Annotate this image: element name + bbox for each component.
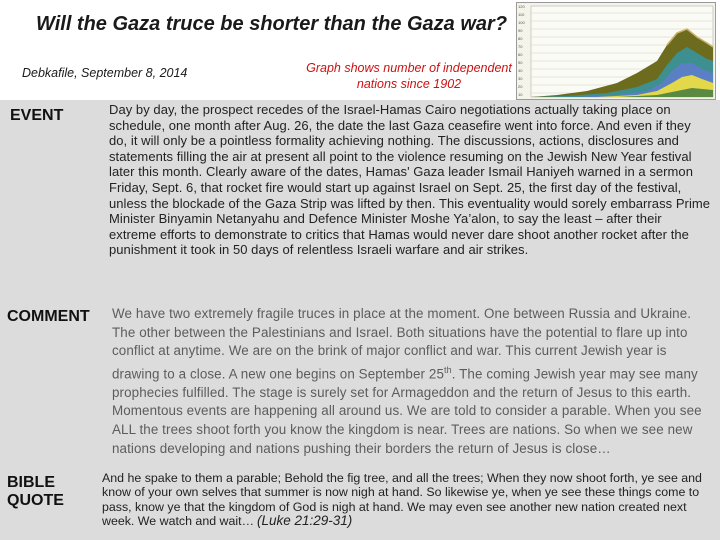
dateline: Debkafile, September 8, 2014	[22, 66, 188, 80]
comment-text-part-2: . The coming Jewish year may see many prophecies fulfilled. The stage is surely set for Armageddon and the return of Jesus to this earth. Momentous events are happening all around us. We are told to consider a parable. When you see ALL the trees shoot forth you know the kingdom is near. Trees are nations. So when we see new nations developing and nations pushing their borders the return of Jesus is close…	[112, 366, 702, 456]
thumbnail-tick-label: 10	[518, 92, 523, 97]
thumbnail-tick-label: 90	[518, 28, 523, 33]
thumbnail-tick-label: 40	[518, 68, 523, 73]
graph-caption: Graph shows number of independent nations since 1902	[306, 61, 512, 91]
thumbnail-tick-label: 60	[518, 52, 523, 57]
thumbnail-tick-label: 110	[518, 12, 525, 17]
comment-text-part-1: We have two extremely fragile truces in place at the moment. One between Russia and Ukraine. The other between the Palestinians and Israel. Both situations have the potential to flare up into conflict at anytime. We are on the brink of major conflict and war. This current Jewish year is drawing to a close. A new one begins on September 25	[112, 306, 692, 382]
bible-quote-text	[102, 471, 714, 529]
thumbnail-tick-label: 100	[518, 20, 525, 25]
thumbnail-tick-label: 120	[518, 4, 525, 9]
thumbnail-tick-label: 30	[518, 76, 523, 81]
comment-superscript: th	[444, 364, 452, 375]
comment-label: COMMENT	[7, 308, 90, 325]
event-label: EVENT	[10, 107, 64, 124]
page-title: Will the Gaza truce be shorter than the Gaza war?	[36, 13, 508, 35]
thumbnail-tick-label: 50	[518, 60, 523, 65]
bible-quote-label: BIBLE QUOTE	[7, 474, 64, 509]
bible-reference: (Luke 21:29-31)	[256, 513, 353, 529]
thumbnail-tick-label: 80	[518, 36, 523, 41]
comment-text	[112, 305, 704, 458]
nations-graph-thumbnail	[516, 2, 716, 100]
nations-graph-icon	[517, 3, 715, 99]
bible-quote-body: And he spake to them a parable; Behold the fig tree, and all the trees; When they now shoot forth, ye see and know of your own selves that summer is now nigh at hand. So likewise ye, when ye see these things come to pass, know ye that the kingdom of God is nigh at hand. We may even see another new nation created next week. We watch and wait…	[102, 471, 702, 529]
thumbnail-tick-label: 20	[518, 84, 523, 89]
thumbnail-tick-label: 70	[518, 44, 523, 49]
event-text: Day by day, the prospect recedes of the Israel-Hamas Cairo negotiations actually taking place on schedule, one month after Aug. 26, the date the last Gaza ceasefire went into force. And even if they do, it will only be a pointless formality achieving nothing. The discussions, actions, disclosures and statements filling the air at present all point to the violence resuming on the Jewish New Year festival later this month. Clearly aware of the dates, Hamas' Gaza leader Ismail Haniyeh warned in a sermon Friday, Sept. 6, that rocket fire would start up against Israel on Sept. 25, the first day of the festival, unless the blockade of the Gaza Strip was lifted by then. This eventuality would sorely embarrass Prime Minister Binyamin Netanyahu and Defence Minister Moshe Ya’alon, to say the least – after their extreme efforts to demonstrate to critics that Hamas would never dare shoot another rocket after the punishment it took in 50 days of relentless Israeli warfare and air strikes.	[109, 102, 711, 258]
